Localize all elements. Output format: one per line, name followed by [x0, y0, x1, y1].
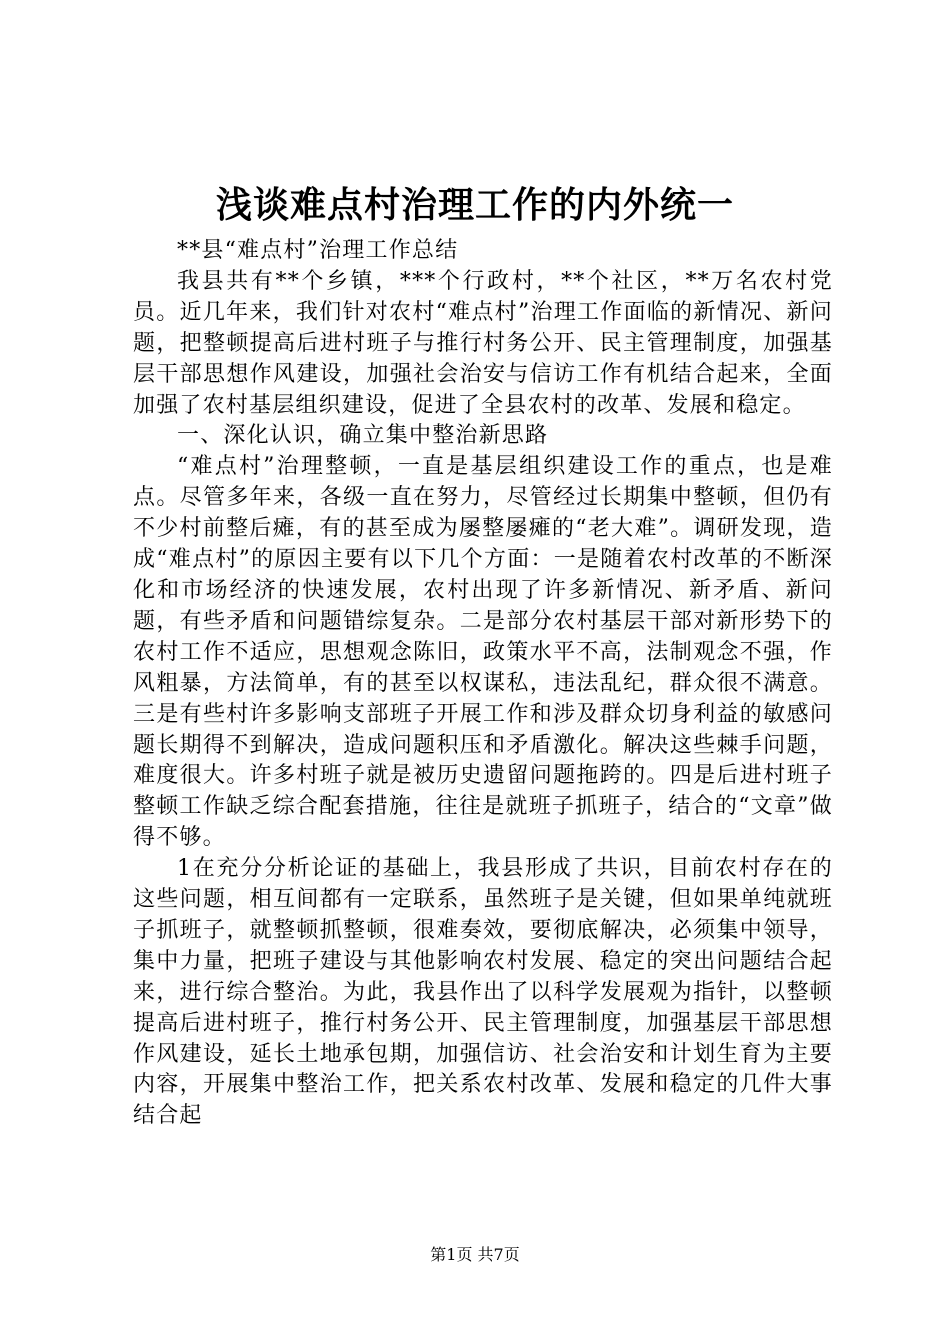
paragraph-intro: 我县共有**个乡镇，***个行政村，**个社区，**万名农村党员。近几年来，我们针对农村“难点村”治理工作面临的新情况、新问题，把整顿提高后进村班子与推行村务公开、民主管理制度，加强基层干部思想作风建设，加强社会治安与信访工作有机结合起来，全面加强了农村基层组织建设，促进了全县农村的改革、发展和稳定。 [133, 268, 833, 418]
document-body [133, 236, 833, 1132]
paragraph-subtitle: **县“难点村”治理工作总结 [177, 238, 459, 263]
page-number-footer: 第1页 共7页 [430, 1245, 520, 1264]
section-heading: 一、深化认识，确立集中整治新思路 [177, 423, 549, 449]
paragraph-consensus: 1在充分分析论证的基础上，我县形成了共识，目前农村存在的这些问题，相互间都有一定联系，虽然班子是关键，但如果单纯就班子抓班子，就整顿抓整顿，很难奏效，要彻底解决，必须集中领导，集中力量，把班子建设与其他影响农村发展、稳定的突出问题结合起来，进行综合整治。为此，我县作出了以科学发展观为指针，以整顿提高后进村班子，推行村务公开、民主管理制度，加强基层干部思想作风建设，延长土地承包期，加强信访、社会治安和计划生育为主要内容，开展集中整治工作，把关系农村改革、发展和稳定的几件大事结合起 [133, 856, 833, 1129]
document-title: 浅谈难点村治理工作的内外统一 [215, 184, 734, 226]
paragraph-analysis: “难点村”治理整顿，一直是基层组织建设工作的重点，也是难点。尽管多年来，各级一直在努力，尽管经过长期集中整顿，但仍有不少村前整后瘫，有的甚至成为屡整屡瘫的“老大难”。调研发现，造成“难点村”的原因主要有以下几个方面：一是随着农村改革的不断深化和市场经济的快速发展，农村出现了许多新情况、新矛盾、新问题，有些矛盾和问题错综复杂。二是部分农村基层干部对新形势下的农村工作不适应，思想观念陈旧，政策水平不高，法制观念不强，作风粗暴，方法简单，有的甚至以权谋私，违法乱纪，群众很不满意。三是有些村许多影响支部班子开展工作和涉及群众切身利益的敏感问题长期得不到解决，造成问题积压和矛盾激化。解决这些棘手问题，难度很大。许多村班子就是被历史遗留问题拖跨的。四是后进村班子整顿工作缺乏综合配套措施，往往是就班子抓班子，结合的“文章”做得不够。 [133, 454, 833, 851]
